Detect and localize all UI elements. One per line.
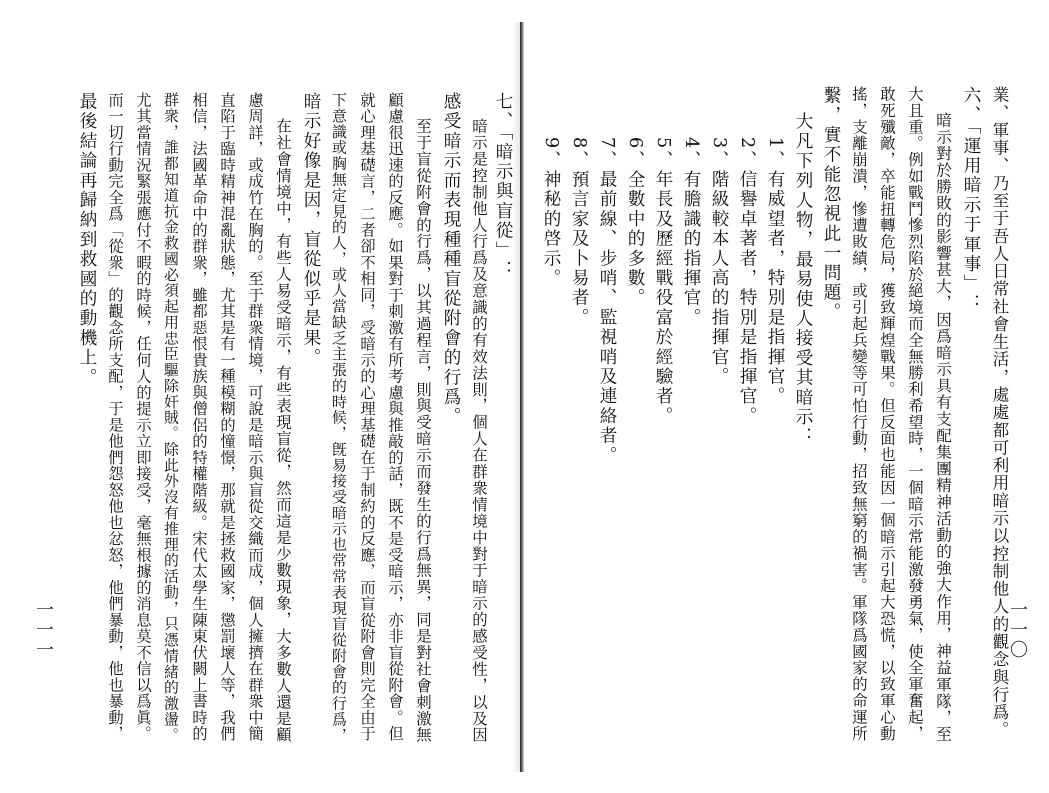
text-line: 而一切行動完全爲「從衆」的觀念所支配，于是他們怨怒他也忿怒，他們暴動，他也暴動，	[106, 92, 124, 742]
text-line: 繫，實不能忽視此一問題。	[821, 86, 841, 323]
text-line: 感受暗示而表現種種盲從附會的行爲。	[441, 92, 461, 427]
text-line: 相信，法國革命中的群衆，雖都惡恨貴族與僧侶的特權階級。宋代太學生陳東伏闕上書時的	[190, 92, 208, 742]
list-item: 1、有威望者，特別是指揮官。	[765, 137, 785, 407]
list-item: 7、最前線、步哨、監視哨及連絡者。	[597, 137, 617, 466]
text-line: 業、軍事、乃至于吾人日常社會生活，處處都可利用暗示以控制他人的觀念與行爲。	[990, 86, 1009, 739]
text-line: 暗示對於勝敗的影響甚大，因爲暗示具有支配集團精神活動的強大作用，神益軍隊，至	[934, 112, 952, 743]
list-item: 8、預言家及卜易者。	[569, 137, 589, 328]
text-line: 暗示是控制他人行爲及意識的有效法則，個人在群衆情境中對于暗示的感受性，以及因	[470, 118, 488, 744]
list-item: 5、年長及歷經戰役富於經驗者。	[653, 137, 673, 427]
text-line: 下意識或胸無定見的人，或人當缺乏主張的時候，旣易接受暗示也常常表現盲從附會的行爲，	[330, 92, 348, 744]
section-heading: 七、「暗示與盲從」：	[493, 92, 513, 281]
text-line: 就心理基礎言，二者卻不相同，受暗示的心理基礎在于制約的反應，而盲從附會則完全由于	[358, 92, 376, 742]
text-line: 慮周詳，或成竹在胸的。至于群衆情境，可說是暗示與盲從交織而成，個人擁擠在群衆中簡	[246, 92, 264, 742]
text-line: 在社會情境中，有些人易受暗示，有些表現盲從，然而這是少數現象，大多數人還是顧	[274, 118, 292, 744]
text-line: 顧慮很迅速的反應。如果對于刺激有所考慮與推敲的話，既不是受暗示，亦非盲從附會。但	[386, 92, 404, 742]
left-page	[0, 0, 522, 793]
text-line: 大且重。例如戰鬥慘烈陷於絕境而全無勝利希望時，一個暗示常能激發勇氣，使全軍奮起，	[906, 86, 924, 742]
list-item: 3、階級較本人高的指揮官。	[709, 137, 729, 387]
page-number: 一一〇	[1007, 600, 1028, 660]
text-line: 群衆，誰都知道抗金救國必須起用忠臣驅除奸賊。除此外沒有推理的活動，只憑情緒的激盪。	[162, 92, 180, 744]
text-line: 敢死殲敵，卒能扭轉危局，獲致輝煌戰果。但反面也能因一個暗示引起大恐慌，以致軍心動	[878, 86, 896, 742]
section-heading: 六、「運用暗示于軍事」：	[961, 86, 981, 314]
list-item: 2、信譽卓著者，特別是指揮官。	[737, 137, 757, 427]
text-line: 直陷于臨時精神混亂狀態，尤其是有一種模糊的憧憬，那就是拯救國家，懲罰壞人等，我們	[218, 92, 236, 742]
text-line: 大凡下列人物，最易使人接受其暗示：	[793, 112, 813, 447]
text-line: 至于盲從附會的行爲，以其過程言，則與受暗示而發生的行爲無異，同是對社會刺激無	[414, 118, 432, 744]
list-item: 9、神秘的啓示。	[541, 137, 561, 289]
text-line: 暗示好像是因，盲從似乎是果。	[301, 92, 321, 368]
text-line: 搖，支離崩潰，慘遭敗績，或引起兵變等可怕行動，招致無窮的禍害。軍隊爲國家的命運所	[850, 86, 868, 742]
page-number: 一一一	[33, 600, 54, 660]
right-page	[526, 0, 1049, 793]
list-item: 4、有膽識的指揮官。	[681, 137, 701, 328]
text-line: 尤其當情況緊張應付不暇的時候，任何人的提示立即接受，毫無根據的消息莫不信以爲眞。	[134, 92, 152, 742]
text-line: 最後結論再歸納到救國的動機上。	[77, 92, 97, 388]
list-item: 6、全數中的多數。	[625, 137, 645, 308]
